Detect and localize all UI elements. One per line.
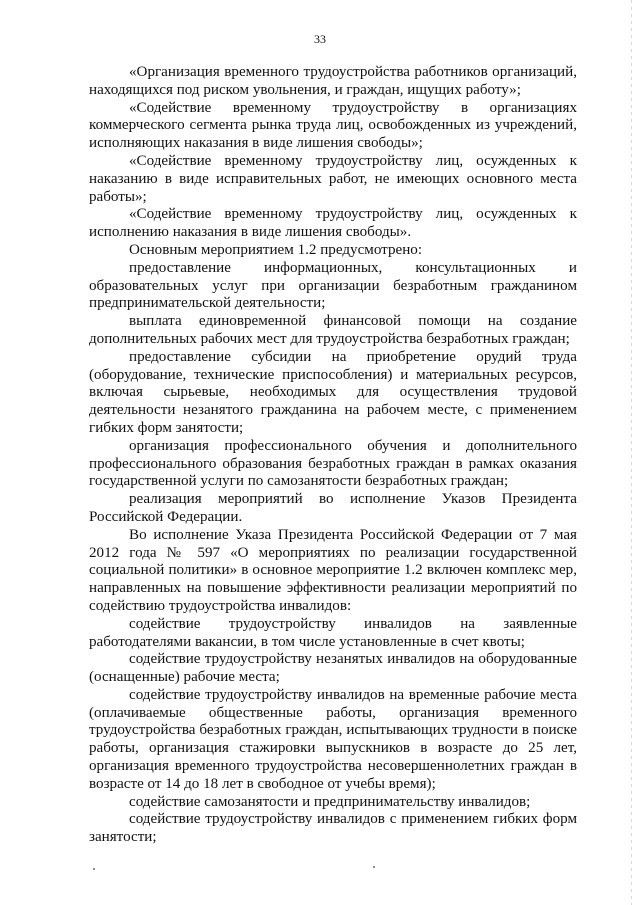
- paragraph-program-imprisonment: «Содействие временному трудоустройству лиц, осужденных к исполнению наказания в виде лишения свободы».: [89, 206, 577, 241]
- page-number: 33: [314, 32, 326, 46]
- paragraph-program-temporary-employment-at-risk: «Организация временного трудоустройства работников организаций, находящихся под риском увольнения, и граждан, ищущих работу»;: [89, 64, 577, 98]
- scan-edge-artifact: [631, 0, 632, 905]
- paragraph-main-measure-intro: Основным мероприятием 1.2 предусмотрено:: [129, 241, 423, 258]
- scan-speck: [373, 866, 375, 868]
- paragraph-disabled-vacancies: содействие трудоустройству инвалидов на заявленные работодателями вакансии, в том числе установленные в счет квоты;: [89, 615, 577, 650]
- paragraph-disabled-self-employment: содействие самозанятости и предпринимательству инвалидов;: [129, 793, 531, 810]
- paragraph-info-consulting-services: предоставление информационных, консультационных и образовательных услуг при организации безработным гражданином предпринимательской деятельности;: [89, 259, 577, 312]
- paragraph-disabled-equipped-workplaces: содействие трудоустройству незанятых инвалидов на оборудованные (оснащенные) рабочие места;: [89, 651, 577, 686]
- paragraph-disabled-flexible-employment: содействие трудоустройству инвалидов с применением гибких форм занятости;: [89, 811, 577, 846]
- paragraph-disabled-temporary-workplaces: содействие трудоустройству инвалидов на временные рабочие места (оплачиваемые общественные работы, организация временного трудоустройства безработных граждан, испытывающих трудности в поиске работы, организация стажировки выпускников в возрасте до 25 лет, организация временного трудоустройства несовершеннолетних граждан в возрасте от 14 до 18 лет в свободное от учебы время);: [89, 686, 577, 792]
- paragraph-professional-training: организация профессионального обучения и дополнительного профессионального образования безработных граждан в рамках оказания государственной услуги по самозанятости безработных граждан;: [89, 437, 577, 490]
- scan-speck: [93, 868, 95, 870]
- paragraph-decree-597: Во исполнение Указа Президента Российской Федерации от 7 мая 2012 года № 597 «О мероприятиях по реализации государственной социальной политики» в основное мероприятие 1.2 включен комплекс мер, направленных на повышение эффективности реализации мероприятий по содействию трудоустройства инвалидов:: [89, 526, 577, 614]
- document-body: [89, 64, 577, 847]
- paragraph-program-released-from-prison: «Содействие временному трудоустройству в организациях коммерческого сегмента рынка труда лиц, освобожденных из учреждений, исполняющих наказания в виде лишения свободы»;: [89, 99, 577, 152]
- paragraph-one-time-financial-aid: выплата единовременной финансовой помощи на создание дополнительных рабочих мест для трудоустройства безработных граждан;: [89, 313, 577, 347]
- paragraph-program-correctional-work: «Содействие временному трудоустройству лиц, осужденных к наказанию в виде исправительных работ, не имеющих основного места работы»;: [89, 152, 577, 205]
- paragraph-presidential-decrees: реализация мероприятий во исполнение Указов Президента Российской Федерации.: [89, 491, 577, 525]
- paragraph-subsidy-tools: предоставление субсидии на приобретение орудий труда (оборудование, технические приспособления) и материальных ресурсов, включая сырьевые, необходимых для осуществления трудовой деятельности незанятого гражданина на рабочем месте, с применением гибких форм занятости;: [89, 348, 577, 436]
